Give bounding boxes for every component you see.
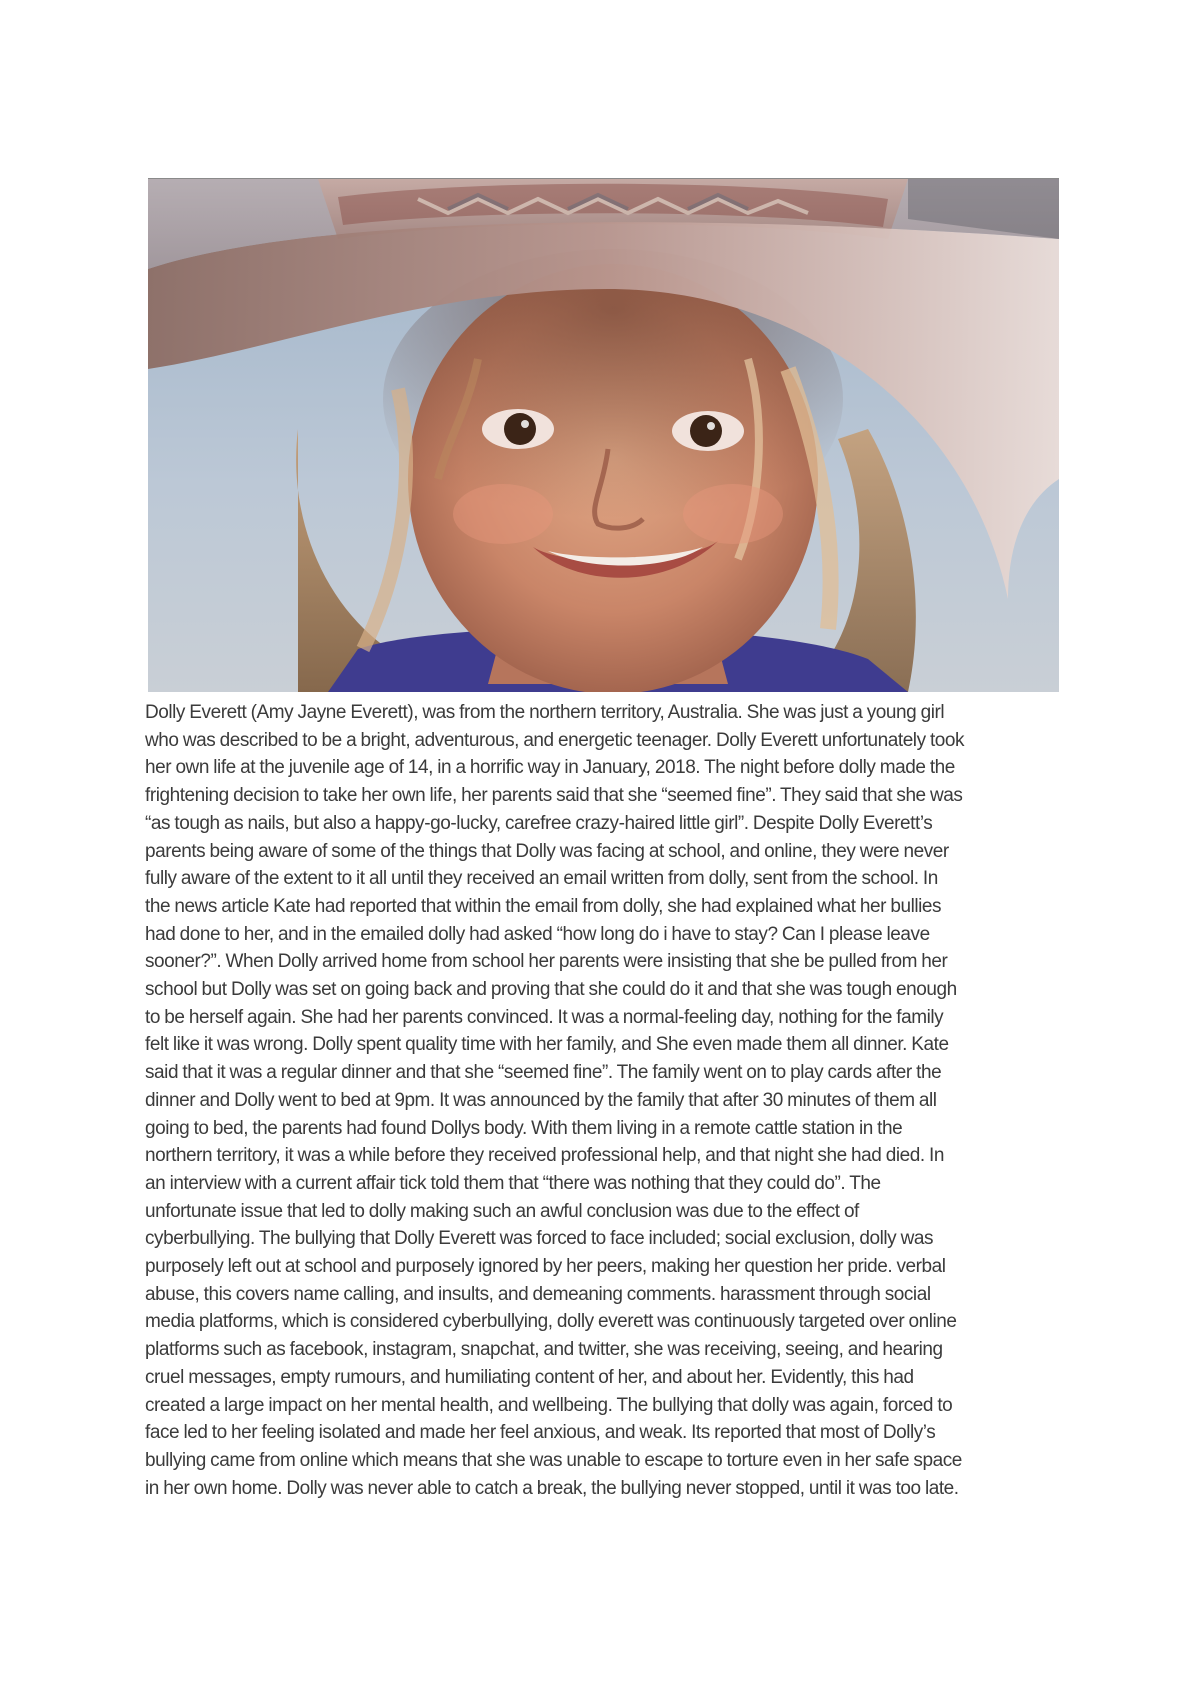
body-text-line: purposely left out at school and purposely ignored by her peers, making her question her pride. verbal xyxy=(145,1256,946,1278)
body-text-line: her own life at the juvenile age of 14, in a horrific way in January, 2018. The night before dolly made the xyxy=(145,757,955,779)
body-text-line: cruel messages, empty rumours, and humiliating content of her, and about her. Evidently, this had xyxy=(145,1366,914,1388)
article-body-text xyxy=(145,699,1065,1502)
body-text-line: Dolly Everett (Amy Jayne Everett), was from the northern territory, Australia. She was just a young girl xyxy=(145,702,945,723)
body-text-line: bullying came from online which means that she was unable to escape to torture even in her safe space xyxy=(145,1449,962,1471)
body-text-line: cyberbullying. The bullying that Dolly Everett was forced to face included; social exclusion, dolly was xyxy=(145,1228,934,1250)
body-text-line: said that it was a regular dinner and that she “seemed fine”. The family went on to play cards after the xyxy=(145,1062,942,1084)
body-text-line: dinner and Dolly went to bed at 9pm. It was announced by the family that after 30 minutes of them all xyxy=(145,1089,937,1111)
body-text-line: had done to her, and in the emailed dolly had asked “how long do i have to stay? Can I please leave xyxy=(145,923,930,945)
body-text-line: who was described to be a bright, adventurous, and energetic teenager. Dolly Everett unfortunately took xyxy=(145,729,965,751)
body-text-line: “as tough as nails, but also a happy-go-lucky, carefree crazy-haired little girl”. Despite Dolly Everett’s xyxy=(145,812,933,834)
body-text-line: northern territory, it was a while before they received professional help, and that night she had died. In xyxy=(145,1145,944,1167)
body-text-line: school but Dolly was set on going back and proving that she could do it and that she was tough enough xyxy=(145,979,957,1001)
girl-photo-illustration xyxy=(148,179,1059,692)
body-text-line: face led to her feeling isolated and made her feel anxious, and weak. Its reported that most of Dolly’s xyxy=(145,1422,936,1444)
body-text-line: platforms such as facebook, instagram, snapchat, and twitter, she was receiving, seeing, and hearing xyxy=(145,1339,943,1361)
body-text-line: fully aware of the extent to it all until they received an email written from dolly, sent from the school. In xyxy=(145,868,938,890)
body-text-line: media platforms, which is considered cyberbullying, dolly everett was continuously targeted over online xyxy=(145,1311,957,1333)
body-text-line: frightening decision to take her own life, her parents said that she “seemed fine”. They said that she was xyxy=(145,785,963,807)
body-text-line: unfortunate issue that led to dolly making such an awful conclusion was due to the effect of xyxy=(145,1200,859,1222)
body-text-line: going to bed, the parents had found Dollys body. With them living in a remote cattle station in the xyxy=(145,1117,903,1139)
body-text-line: abuse, this covers name calling, and insults, and demeaning comments. harassment through social xyxy=(145,1283,931,1305)
body-text-line: to be herself again. She had her parents convinced. It was a normal-feeling day, nothing for the family xyxy=(145,1006,944,1028)
body-text-line: in her own home. Dolly was never able to catch a break, the bullying never stopped, until it was too late. xyxy=(145,1477,959,1499)
body-text-line: parents being aware of some of the things that Dolly was facing at school, and online, they were never xyxy=(145,840,949,862)
body-text-line: created a large impact on her mental health, and wellbeing. The bullying that dolly was again, forced to xyxy=(145,1394,953,1416)
girl-photo xyxy=(148,178,1059,692)
body-text-line: felt like it was wrong. Dolly spent quality time with her family, and She even made them all dinner. Kate xyxy=(145,1034,949,1056)
body-text-line: the news article Kate had reported that within the email from dolly, she had explained what her bullies xyxy=(145,895,942,917)
body-text-line: sooner?”. When Dolly arrived home from school her parents were insisting that she be pulled from her xyxy=(145,951,948,973)
body-text-line: an interview with a current affair tick told them that “there was nothing that they could do”. The xyxy=(145,1172,881,1194)
